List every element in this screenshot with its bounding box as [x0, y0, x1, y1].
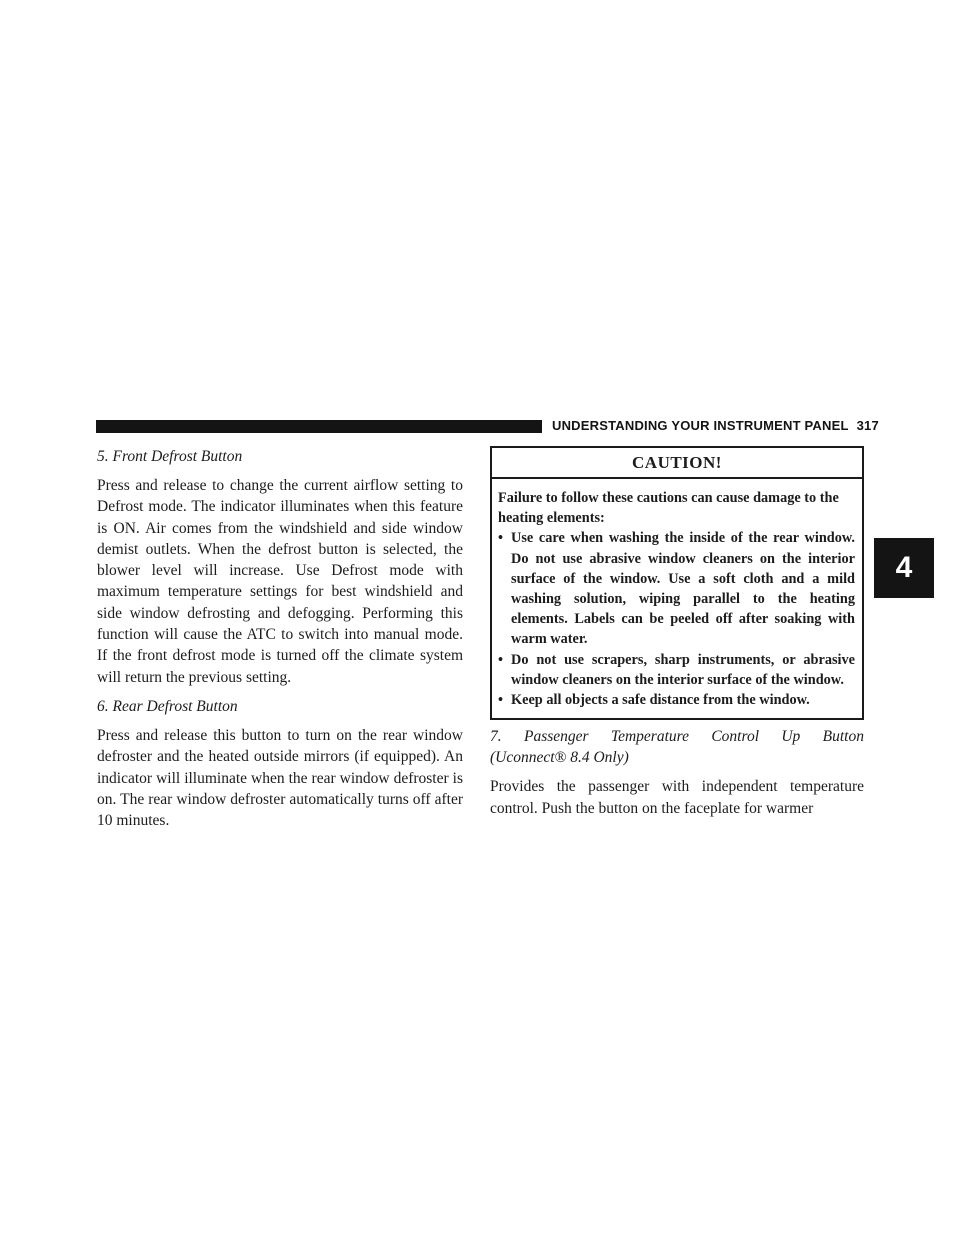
left-column	[97, 446, 463, 839]
passenger-temp-heading	[490, 726, 864, 768]
running-header	[552, 418, 879, 433]
passenger-temp-heading-line2: (Uconnect® 8.4 Only)	[490, 749, 629, 767]
caution-item	[498, 528, 855, 649]
front-defrost-heading: 5. Front Defrost Button	[97, 448, 243, 465]
bullet-icon: •	[498, 530, 504, 547]
header-rule	[96, 420, 542, 433]
caution-list	[498, 528, 855, 710]
bullet-icon: •	[498, 692, 504, 709]
caution-title: CAUTION!	[492, 448, 862, 479]
caution-body	[492, 479, 862, 718]
caution-item	[498, 650, 855, 690]
rear-defrost-text: Press and release this button to turn on the rear window defroster and the heated outside mirrors (if equipped). An indicator will illuminate when the rear window defroster is on. The rear window defroster automatically turns off after 10 minutes.	[97, 726, 463, 830]
chapter-tab: 4	[874, 538, 934, 598]
caution-item-text: Do not use scrapers, sharp instruments, or abrasive window cleaners on the interior surface of the window.	[511, 651, 855, 688]
page-number: 317	[856, 418, 879, 433]
caution-box	[490, 446, 864, 720]
right-column	[490, 446, 864, 827]
front-defrost-text: Press and release to change the current airflow setting to Defrost mode. The indicator illuminates when this feature is ON. Air comes from the windshield and side window demist outlets. When the defrost button is selected, the blower level will increase. Use Defrost mode with maximum temperature settings for best windshield and side window defrosting and defogging. Performing this function will cause the ATC to switch into manual mode. If the front defrost mode is turned off the climate system will return the previous setting.	[97, 477, 463, 686]
caution-item-text: Keep all objects a safe distance from the window.	[511, 692, 810, 709]
caution-intro: Failure to follow these cautions can cause damage to the heating elements:	[498, 490, 839, 527]
section-title: UNDERSTANDING YOUR INSTRUMENT PANEL	[552, 418, 849, 433]
passenger-temp-heading-line1: 7. Passenger Temperature Control Up Button	[490, 728, 864, 746]
passenger-temp-text: Provides the passenger with independent temperature control. Push the button on the faceplate for warmer	[490, 778, 864, 817]
caution-item-text: Use care when washing the inside of the rear window. Do not use abrasive window cleaners on the interior surface of the window. Use a soft cloth and a mild washing solution, wiping parallel to the heating elements. Labels can be peeled off after soaking with warm water.	[511, 530, 855, 648]
caution-item	[498, 690, 855, 710]
bullet-icon: •	[498, 651, 504, 668]
rear-defrost-heading: 6. Rear Defrost Button	[97, 697, 238, 715]
